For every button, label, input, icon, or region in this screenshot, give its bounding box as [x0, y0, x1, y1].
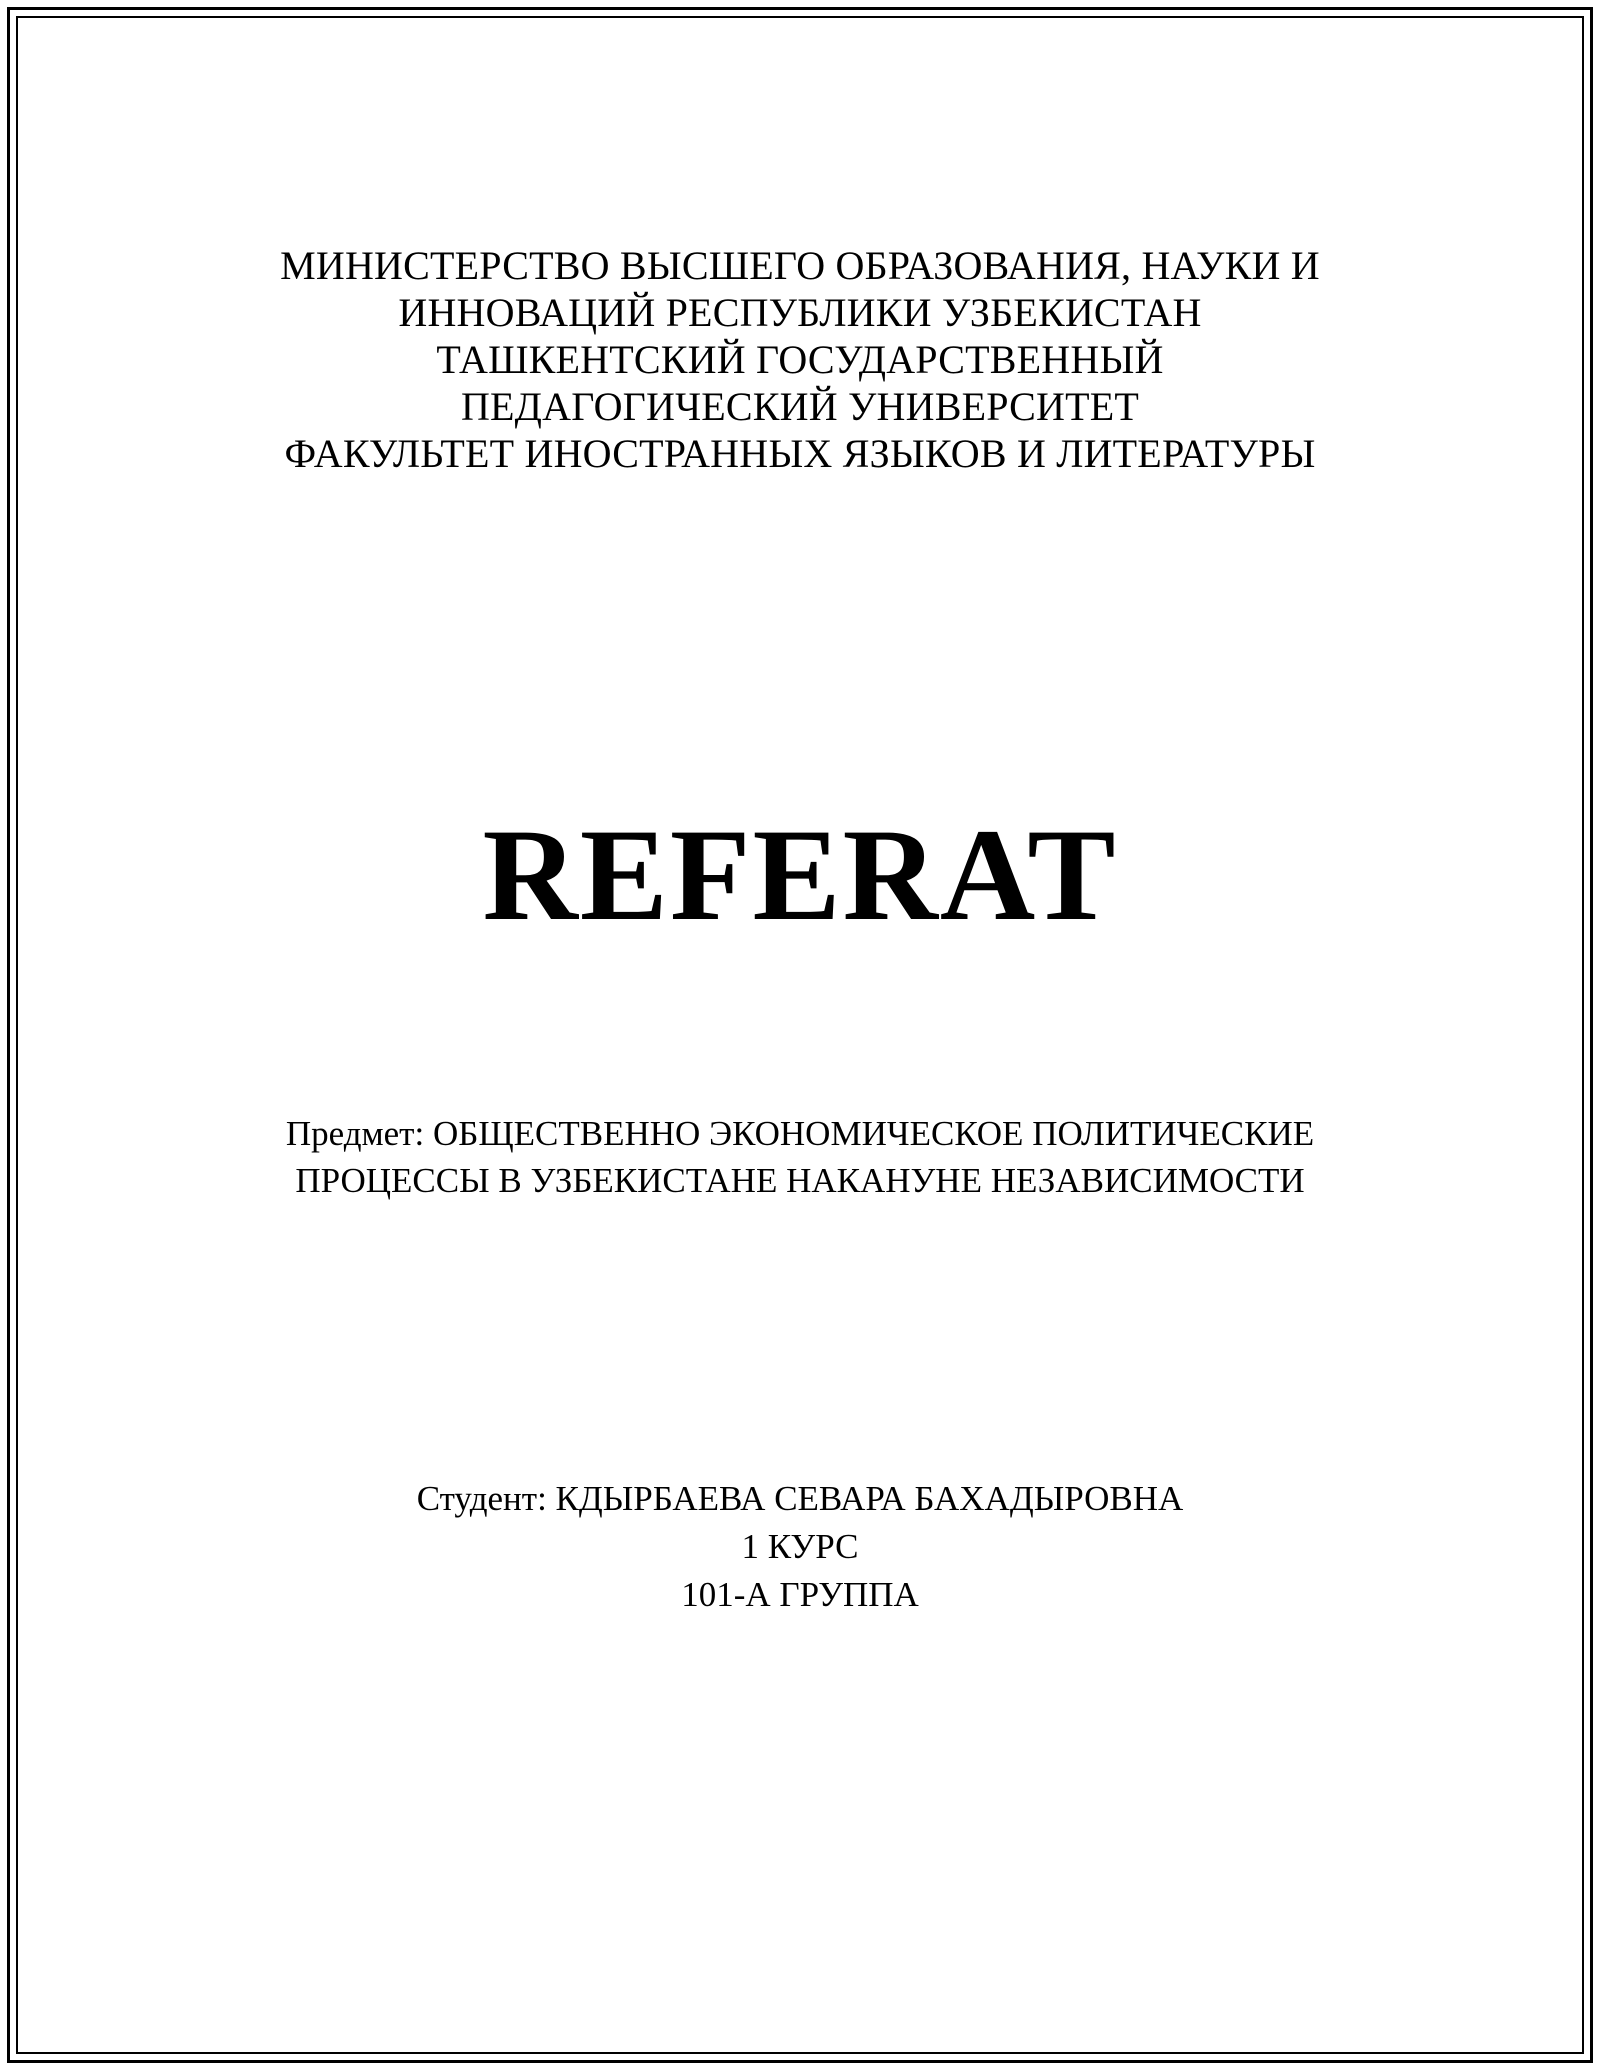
- subject-line: Предмет: ОБЩЕСТВЕННО ЭКОНОМИЧЕСКОЕ ПОЛИТИЧЕСКИЕ: [285, 1114, 1315, 1153]
- student-block: [0, 1475, 1600, 1619]
- subject-block: [0, 1110, 1600, 1204]
- header-line: ТАШКЕНТСКИЙ ГОСУДАРСТВЕННЫЙ: [436, 337, 1164, 382]
- institution-header: [0, 242, 1600, 477]
- student-group: 101-А ГРУППА: [681, 1575, 919, 1614]
- header-line: ПЕДАГОГИЧЕСКИЙ УНИВЕРСИТЕТ: [460, 384, 1140, 429]
- document-title: REFERAT: [482, 801, 1118, 948]
- student-course: 1 КУРС: [741, 1527, 859, 1566]
- header-line: МИНИСТЕРСТВО ВЫСШЕГО ОБРАЗОВАНИЯ, НАУКИ И: [280, 243, 1320, 288]
- header-line: ИННОВАЦИЙ РЕСПУБЛИКИ УЗБЕКИСТАН: [398, 290, 1202, 335]
- student-name: Студент: КДЫРБАЕВА СЕВАРА БАХАДЫРОВНА: [416, 1479, 1184, 1518]
- subject-line: ПРОЦЕССЫ В УЗБЕКИСТАНЕ НАКАНУНЕ НЕЗАВИСИМОСТИ: [295, 1161, 1305, 1200]
- header-line: ФАКУЛЬТЕТ ИНОСТРАННЫХ ЯЗЫКОВ И ЛИТЕРАТУРЫ: [284, 431, 1316, 476]
